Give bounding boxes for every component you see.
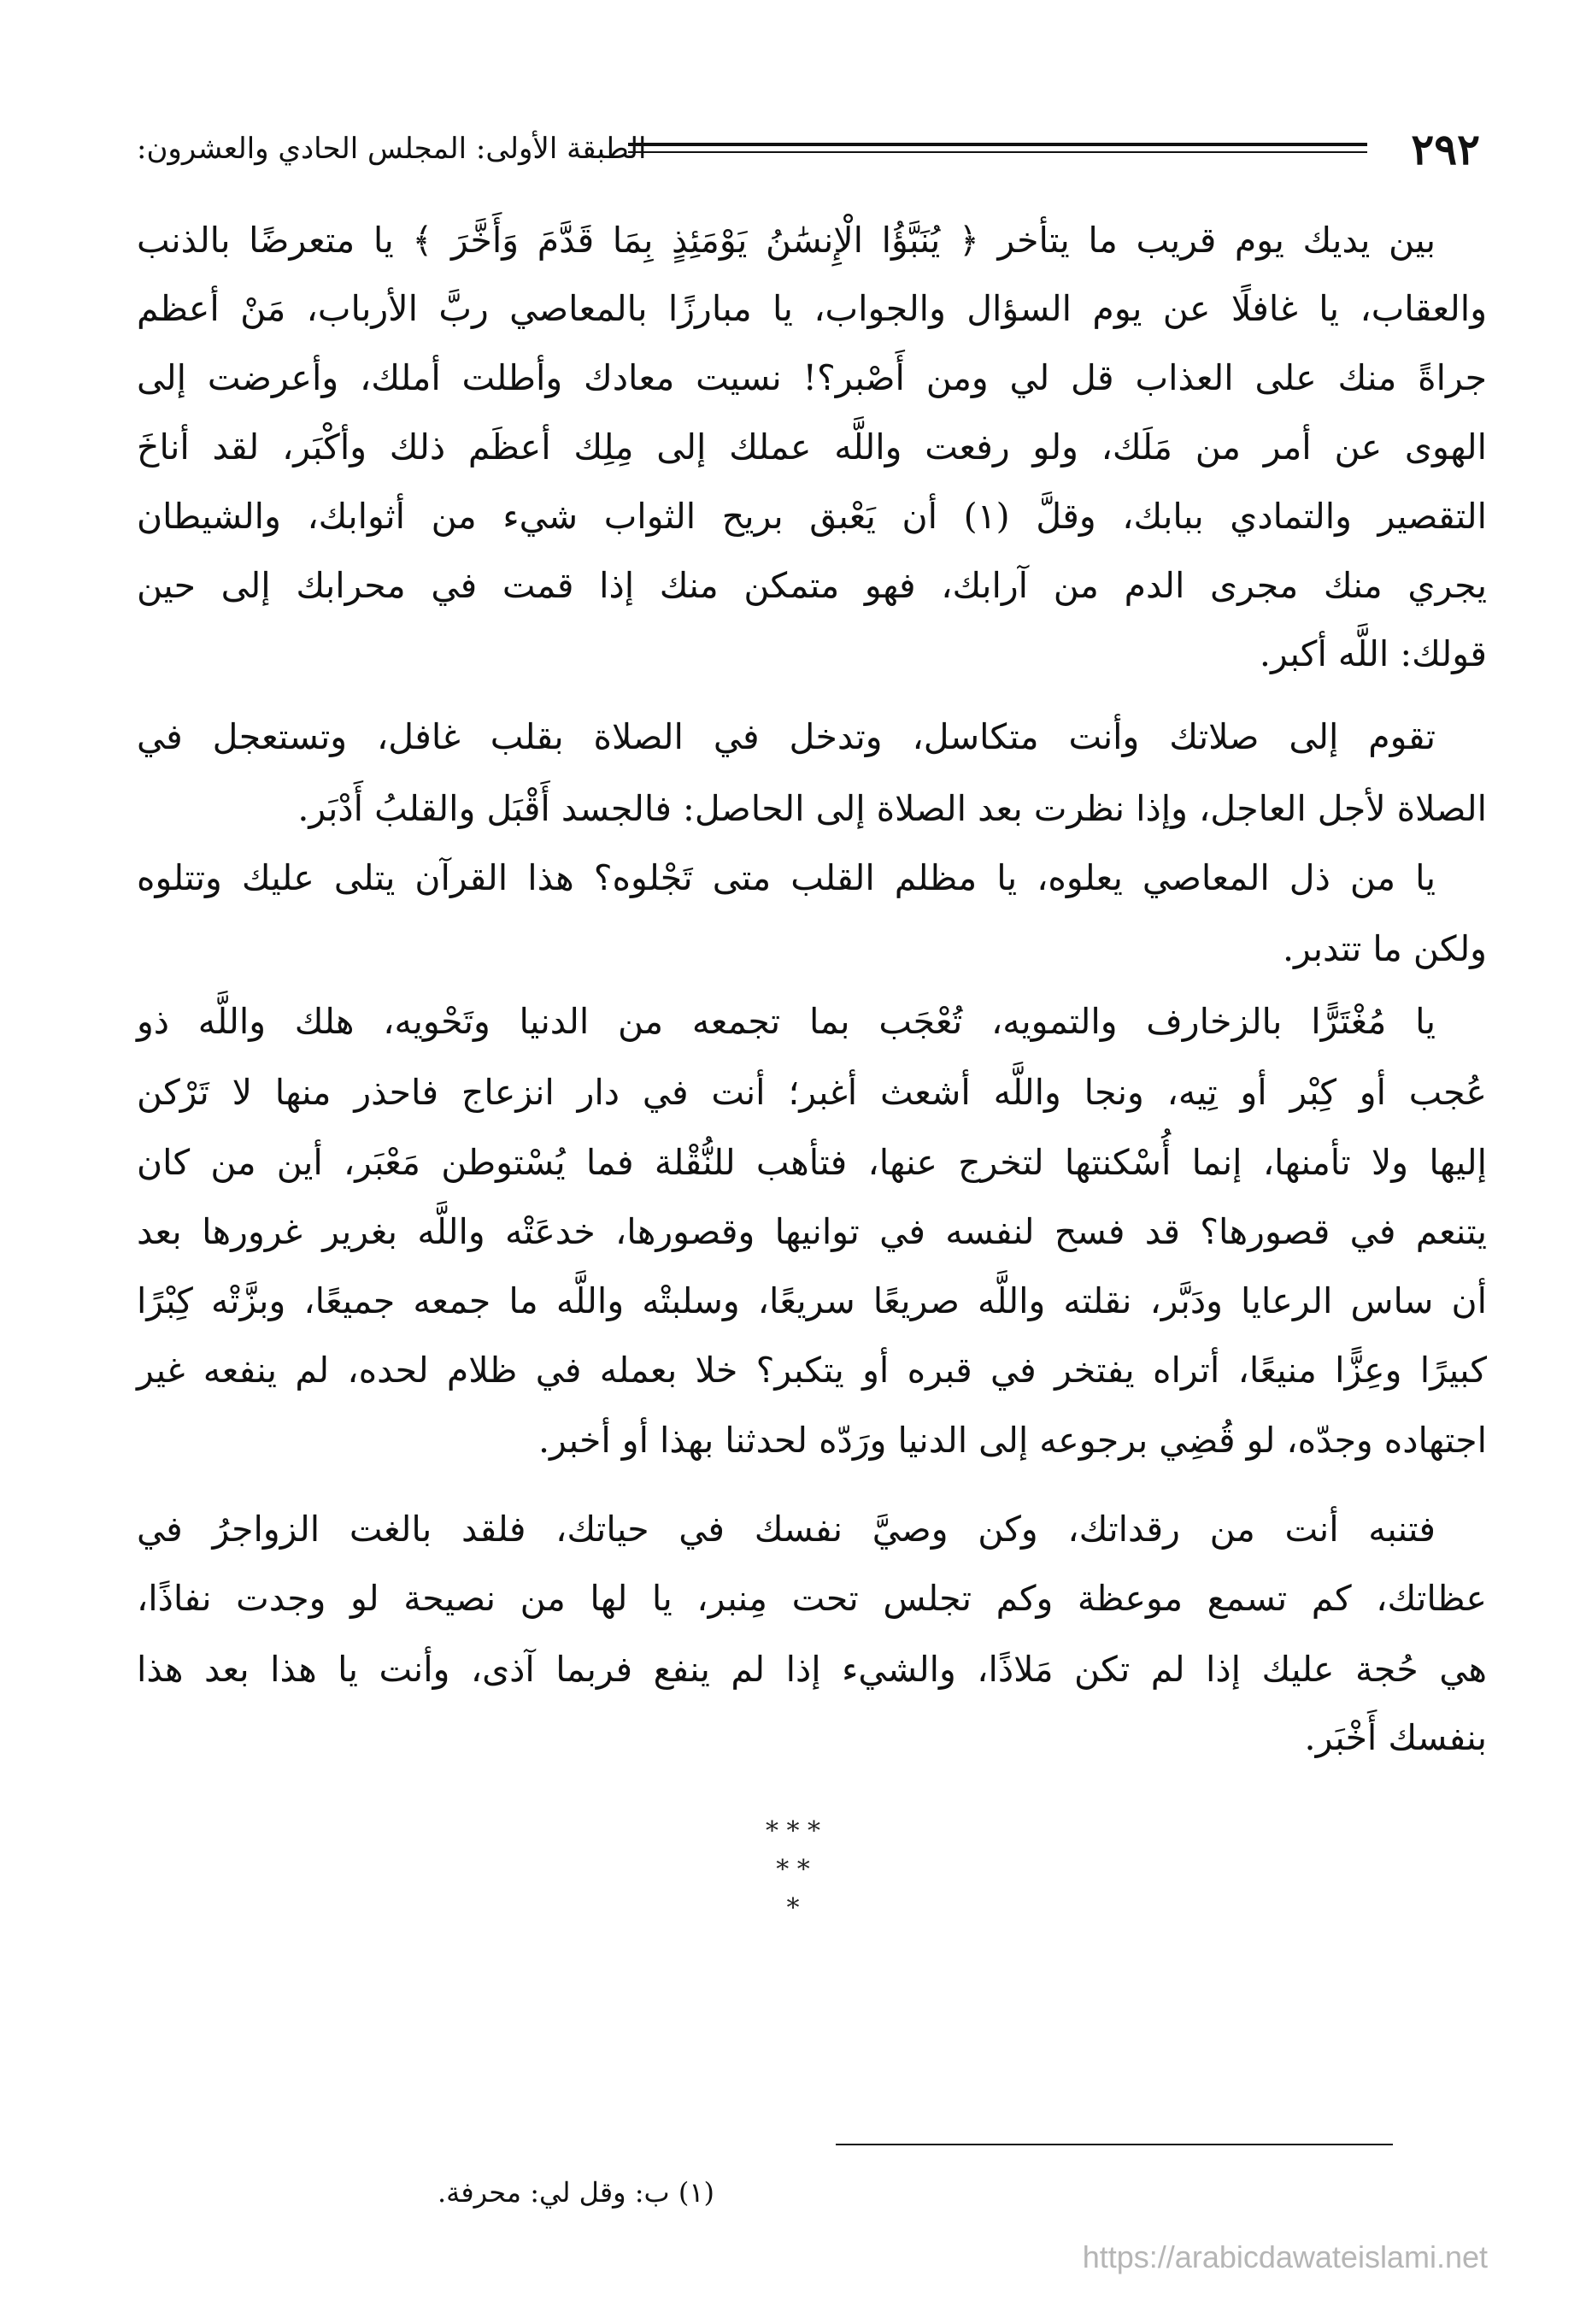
text-line: فتنبه أنت من رقداتك، وكن وصيَّ نفسك في حياتك، فلقد بالغت الزواجرُ في — [137, 1509, 1436, 1550]
text-line: قولك: اللَّه أكبر. — [1259, 633, 1487, 674]
separator-row-3: * — [786, 1893, 800, 1923]
watermark-url: https://arabicdawateislami.net — [1082, 2239, 1488, 2274]
footnote-rule — [836, 2144, 1393, 2145]
text-line: جراةً منك على العذاب قل لي ومن أَصْبر؟! نسيت معادك وأطلت أملك، وأعرضت إلى — [137, 357, 1487, 398]
text-line: عُجب أو كِبْر أو تِيه، ونجا واللَّه أشعث أغبر؛ أنت في دار انزعاج فاحذر منها لا تَرْكن — [137, 1072, 1487, 1113]
text-line: عظاتك، كم تسمع موعظة وكم تجلس تحت مِنبر، يا لها من نصيحة لو وجدت نفاذًا، — [137, 1578, 1487, 1619]
text-line: التقصير والتمادي ببابك، وقلَّ (١) أن يَعْبق بريح الثواب شيء من أثوابك، والشيطان — [137, 496, 1487, 537]
header-rule — [628, 143, 1367, 153]
text-line: بنفسك أَخْبَر. — [1304, 1717, 1487, 1758]
text-line: يجري منك مجرى الدم من آرابك، فهو متمكن منك إذا قمت في محرابك إلى حين — [137, 565, 1487, 606]
text-line: كبيرًا وعِزًّا منيعًا، أتراه يفتخر في قبره أو يتكبر؟ خلا بعمله في ظلام لحده، لم ينفعه غير — [137, 1350, 1487, 1391]
page-number: ٢٩٢ — [1411, 124, 1480, 174]
text-line: تقوم إلى صلاتك وأنت متكاسل، وتدخل في الصلاة بقلب غافل، وتستعجل في — [137, 716, 1436, 757]
running-title: الطبقة الأولى: المجلس الحادي والعشرون: — [137, 132, 647, 166]
text-line: بين يديك يوم قريب ما يتأخر ﴿ يُنَبَّؤُا الْإِنسَٰنُ يَوْمَئِذٍ بِمَا قَدَّمَ وَأَخَّرَ ﴾ يا متعرضًا بالذنب — [137, 220, 1436, 261]
separator-row-1: * * * — [765, 1816, 821, 1846]
separator-row-2: * * — [776, 1855, 810, 1885]
text-line: هي حُجة عليك إذا لم تكن مَلاذًا، والشيء إذا لم ينفع فربما آذى، وأنت يا هذا بعد هذا — [137, 1649, 1487, 1690]
text-line: أن ساس الرعايا ودَبَّر، نقلته واللَّه صريعًا سريعًا، وسلبتْه واللَّه ما جمعه جميعًا، وبزَّتْه كِبْرًا — [137, 1280, 1487, 1321]
text-line: يتنعم في قصورها؟ قد فسح لنفسه في توانيها وقصورها، خدعَتْه واللَّه بغرير غرورها بعد — [137, 1211, 1487, 1252]
text-line: ولكن ما تتدبر. — [1282, 928, 1487, 969]
text-line: اجتهاده وجدّه، لو قُضِي برجوعه إلى الدنيا ورَدّه لحدثنا بهذا أو أخبر. — [538, 1420, 1487, 1461]
text-line: يا مُغْتَرًّا بالزخارف والتمويه، تُعْجَب بما تجمعه من الدنيا وتَحْويه، هلك واللَّه ذو — [137, 1001, 1436, 1042]
text-line: يا من ذل المعاصي يعلوه، يا مظلم القلب متى تَجْلوه؟ هذا القرآن يتلى عليك وتتلوه — [137, 857, 1436, 898]
footnote: (١) ب: وقل لي: محرفة. — [437, 2176, 714, 2209]
text-line: إليها ولا تأمنها، إنما أُسْكنتها لتخرج عنها، فتأهب للنُّقْلة فما يُسْتوطن مَعْبَر، أين من كان — [137, 1142, 1487, 1183]
text-line: الصلاة لأجل العاجل، وإذا نظرت بعد الصلاة إلى الحاصل: فالجسد أَقْبَل والقلبُ أَدْبَر. — [297, 788, 1487, 829]
page-header — [137, 124, 1487, 175]
text-line: والعقاب، يا غافلًا عن يوم السؤال والجواب، يا مبارزًا بالمعاصي ربَّ الأرباب، مَنْ أعظم — [137, 288, 1487, 329]
text-line: الهوى عن أمر من مَلَك، ولو رفعت واللَّه عملك إلى مِلِك أعظَم ذلك وأكْبَر، لقد أناخَ — [137, 427, 1487, 468]
